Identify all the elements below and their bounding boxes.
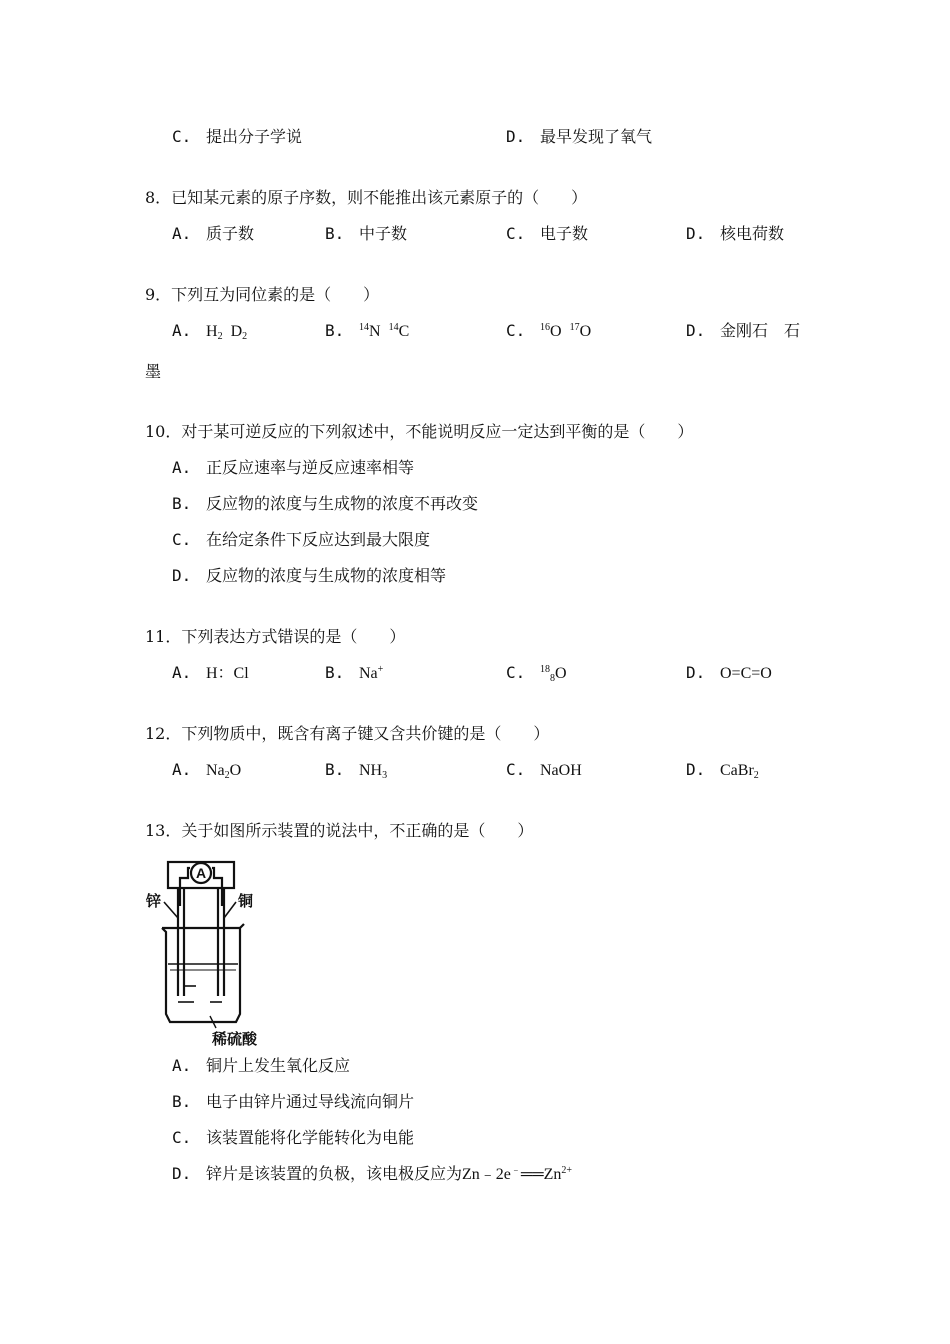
q8-stem: 8．已知某元素的原子序数，则不能推出该元素原子的（ ） xyxy=(145,188,588,207)
symbol: CaBr xyxy=(720,762,754,779)
option-letter: B. xyxy=(325,663,345,682)
option-text: 在给定条件下反应达到最大限度 xyxy=(206,530,431,549)
option-letter: D. xyxy=(506,127,526,146)
q13-stem: 13．关于如图所示装置的说法中，不正确的是（ ） xyxy=(145,821,534,840)
formula-sub: 2 xyxy=(753,770,759,781)
option-text: 金刚石 石 xyxy=(720,321,801,340)
q12-stem: 12．下列物质中，既含有离子键又含共价键的是（ ） xyxy=(145,724,550,743)
option-letter: D. xyxy=(686,760,706,779)
q12-option-a xyxy=(172,760,241,781)
q10-option-d xyxy=(172,566,446,586)
q11-option-a xyxy=(172,663,249,684)
option-letter: C. xyxy=(506,224,526,243)
q11-option-c xyxy=(506,663,567,684)
option-letter: C. xyxy=(172,127,192,146)
q8-option-a xyxy=(172,224,254,244)
option-text: 核电荷数 xyxy=(720,224,785,243)
option-letter: D. xyxy=(686,321,706,340)
q10-option-a xyxy=(172,458,414,478)
galvanic-cell-figure xyxy=(140,856,275,1048)
option-letter: A. xyxy=(172,760,192,779)
q8-option-b xyxy=(325,224,407,244)
equation xyxy=(462,1166,572,1183)
option-letter: C. xyxy=(506,321,526,340)
mass-number: 16 xyxy=(540,322,550,333)
q9-option-d-wrap: 墨 xyxy=(145,362,162,381)
option-letter: A. xyxy=(172,321,192,340)
option-text: 正反应速率与逆反应速率相等 xyxy=(206,458,415,477)
q13-option-b xyxy=(172,1092,414,1112)
leader-left xyxy=(164,902,178,918)
symbol: N xyxy=(369,323,381,340)
option-letter: D. xyxy=(172,1164,192,1183)
equation-lhs: Zn﹣2e xyxy=(462,1166,511,1183)
q11-option-d xyxy=(686,663,772,684)
option-text: O=C=O xyxy=(720,665,772,682)
charge: + xyxy=(377,664,384,675)
symbol: O xyxy=(229,762,242,779)
option-text: 质子数 xyxy=(206,224,255,243)
option-text: 电子数 xyxy=(540,224,589,243)
option-text: 反应物的浓度与生成物的浓度不再改变 xyxy=(206,494,479,513)
option-letter: B. xyxy=(325,224,345,243)
option-text: 该装置能将化学能转化为电能 xyxy=(206,1128,415,1147)
formula-h: H xyxy=(206,323,218,340)
ion-charge: 2+ xyxy=(561,1165,572,1176)
leader-right xyxy=(224,902,236,918)
option-text: 反应物的浓度与生成物的浓度相等 xyxy=(206,566,447,585)
option-letter: D. xyxy=(686,224,706,243)
mass-number: 17 xyxy=(569,322,580,333)
copper-label: 铜 xyxy=(238,892,254,910)
option-letter: D. xyxy=(172,566,192,585)
q7-option-d xyxy=(506,127,652,147)
option-letter: A. xyxy=(172,224,192,243)
electron-charge: ﹣ xyxy=(510,1165,521,1176)
option-letter: D. xyxy=(686,663,706,682)
q11-stem: 11．下列表达方式错误的是（ ） xyxy=(145,627,406,646)
q7-option-c xyxy=(172,127,302,147)
option-text: 提出分子学说 xyxy=(206,127,303,146)
option-letter: B. xyxy=(325,321,345,340)
q10-stem: 10．对于某可逆反应的下列叙述中，不能说明反应一定达到平衡的是（ ） xyxy=(145,422,694,441)
q9-stem: 9．下列互为同位素的是（ ） xyxy=(145,285,380,304)
q9-option-c xyxy=(506,321,591,342)
symbol: C xyxy=(398,323,410,340)
q9-option-d xyxy=(686,321,800,341)
formula-sub: 2 xyxy=(242,331,248,342)
q12-option-b xyxy=(325,760,387,781)
atomic-number: 8 xyxy=(550,673,555,684)
option-letter: C. xyxy=(172,1128,192,1147)
symbol: Na xyxy=(206,762,225,779)
q13-option-c xyxy=(172,1128,414,1148)
q13-option-d xyxy=(172,1164,572,1185)
q9-option-a xyxy=(172,321,247,342)
q11-option-b xyxy=(325,663,383,684)
q12-option-c xyxy=(506,760,582,781)
option-text: 中子数 xyxy=(359,224,408,243)
option-letter: C. xyxy=(506,663,526,682)
sulfuric-acid-label: 稀硫酸 xyxy=(212,1030,258,1048)
q13-option-a xyxy=(172,1056,350,1076)
option-text: NaOH xyxy=(540,762,582,779)
option-text: 铜片上发生氧化反应 xyxy=(206,1056,351,1075)
formula-sub: 2 xyxy=(224,770,230,781)
mass-number: 14 xyxy=(359,322,369,333)
formula-d: D xyxy=(230,323,243,340)
symbol: O xyxy=(550,323,562,340)
q9-option-b xyxy=(325,321,409,342)
q8-option-d xyxy=(686,224,784,244)
option-letter: C. xyxy=(506,760,526,779)
equation-rhs: Zn xyxy=(543,1166,562,1183)
option-text: 锌片是该装置的负极，该电极反应为 xyxy=(206,1164,463,1183)
option-letter: A. xyxy=(172,663,192,682)
option-letter: C. xyxy=(172,530,192,549)
option-letter: B. xyxy=(325,760,345,779)
symbol: Na xyxy=(359,665,378,682)
option-letter: A. xyxy=(172,1056,192,1075)
mass-number: 14 xyxy=(388,322,399,333)
option-text: 最早发现了氧气 xyxy=(540,127,653,146)
formula-sub: 3 xyxy=(382,770,388,781)
zinc-label: 锌 xyxy=(146,892,162,910)
q10-option-b xyxy=(172,494,478,514)
q10-option-c xyxy=(172,530,430,550)
option-letter: B. xyxy=(172,1092,192,1111)
symbol: O xyxy=(579,323,592,340)
option-text: H：Cl xyxy=(206,665,249,682)
beaker xyxy=(162,924,244,1022)
option-text: 电子由锌片通过导线流向铜片 xyxy=(206,1092,415,1111)
formula-sub: 2 xyxy=(217,331,223,342)
q8-option-c xyxy=(506,224,588,244)
symbol: NH xyxy=(359,762,383,779)
option-letter: B. xyxy=(172,494,192,513)
ammeter-label: A xyxy=(195,865,207,881)
equation-arrow: ══ xyxy=(520,1166,544,1183)
symbol: O xyxy=(555,665,567,682)
mass-number: 18 xyxy=(540,664,550,675)
q12-option-d xyxy=(686,760,759,781)
option-letter: A. xyxy=(172,458,192,477)
